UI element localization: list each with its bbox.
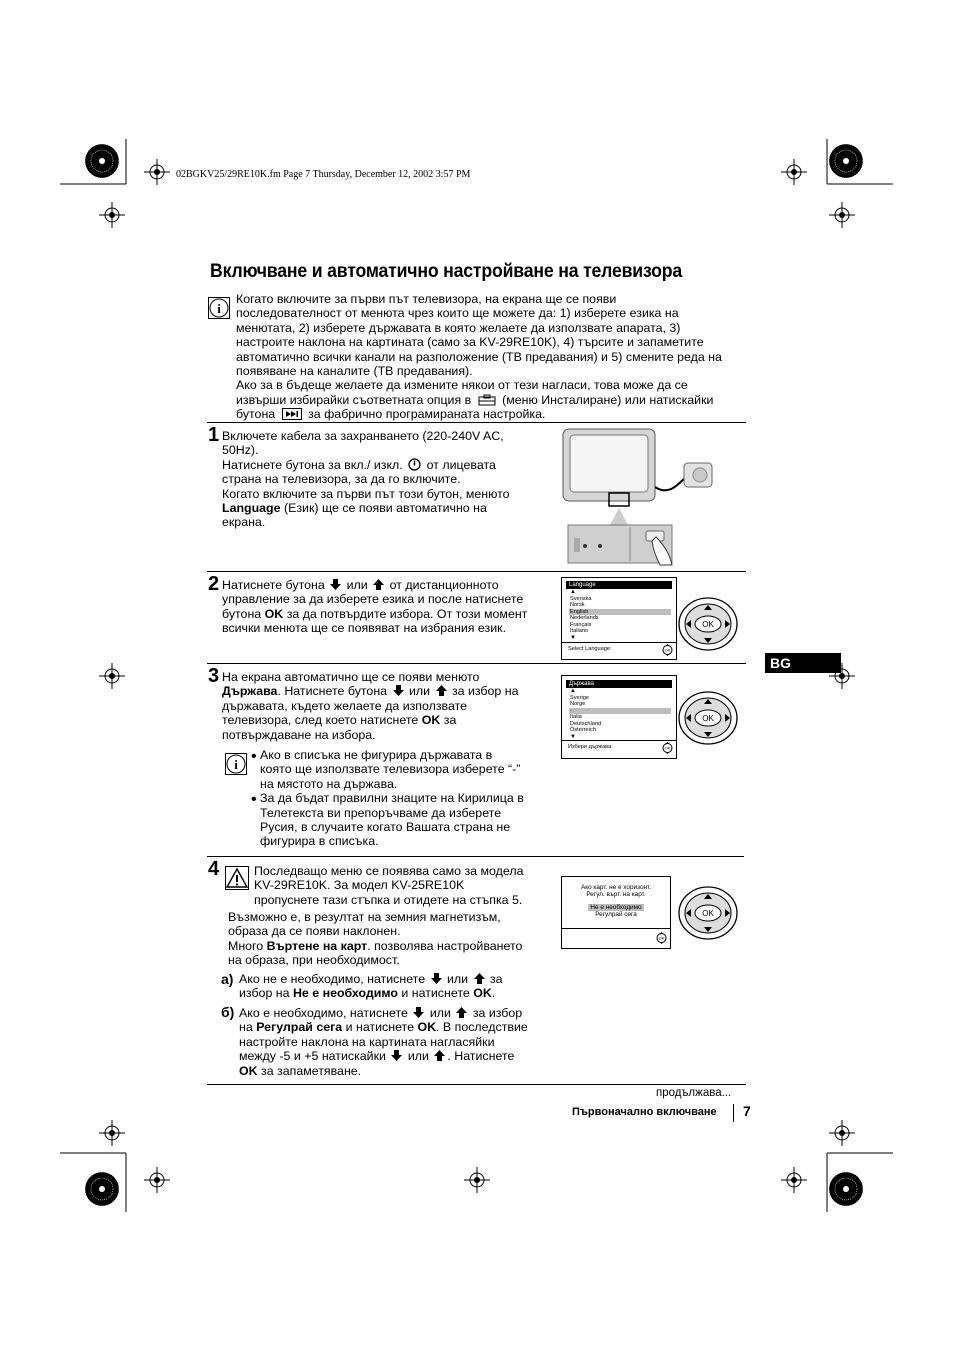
info-icon	[225, 753, 247, 775]
divider	[207, 663, 746, 664]
substep-b-text: Ако е необходимо, натиснете или за избор на Регулрай сега и натиснете OK. В последствие настройте наклона на картината нагласяйки между -5 и +5 натискайки или . Натиснете OK за запаметяване.	[239, 1006, 528, 1078]
menu-item: Österreich	[570, 727, 596, 733]
page-title: Включване и автоматично настройване на телевизора	[210, 261, 682, 282]
file-header: 02BGKV25/29RE10K.fm Page 7 Thursday, December 12, 2002 3:57 PM	[176, 169, 471, 180]
language-list	[562, 596, 676, 635]
svg-text:OK: OK	[702, 909, 714, 918]
tv-illustration	[560, 427, 720, 567]
svg-text:OK: OK	[702, 714, 714, 723]
arrow-down-icon	[393, 685, 404, 696]
substep-a-text: Ако не е необходимо, натиснете или за избор на Не е необходимо и натиснете OK.	[239, 972, 503, 1001]
menu-item: Italiano	[570, 628, 589, 634]
menu-footer: Select Language:	[568, 646, 612, 652]
intro-paragraph: Когато включите за първи път телевизора, на екрана ще се появи последователност от менюта чрез които ще можете да: 1) изберете езика на менютата, 2) изберете държавата в която желаете да използвате апарата, 3) настроите наклона на картината (само за KV-29RE10K), 4) търсите и запаметите автоматично всички канали на разположение (ТВ предавания) и 5) смените реда на появяване на каналите (ТВ предавания). Ако за в бъдеще желаете да измените някои от тези нагласи, това може да се извърши избирайки съответната опция в (меню Инсталиране) или натискайки бутона за фабрично програмираната настройка.	[236, 292, 722, 422]
country-menu-screen: Държава ▲ Sverige Norge - Italia Deutschland Österreich ▼ Избери държава: OK	[561, 675, 677, 759]
svg-text:OK: OK	[664, 745, 671, 751]
arrow-up-icon	[456, 1007, 467, 1018]
arrow-up-icon	[373, 579, 384, 590]
arrow-down-icon	[330, 579, 341, 590]
ok-joystick-icon	[662, 742, 673, 754]
step-3-text: На екрана автоматично ще се появи менюто Държава. Натиснете бутона или за избор на държавата, където желаете да използвате телевизора, след което натиснете OK за потвърждаване на избора.	[222, 670, 519, 742]
svg-text:OK: OK	[664, 647, 671, 653]
language-menu-screen: Language ▲ Svenska Norsk English Nederlands Français Italiano ▼ Select Language: OK	[561, 577, 677, 660]
tilt-menu-screen: Ако карт. не е хоризонт. Регул. върт. на карт. Не е необходимо Регулрай сега OK	[561, 876, 671, 949]
list-item: • Ако в списъка не фигурира държавата в която ще използвате телевизора изберете “-” на мястото на държава.	[251, 748, 546, 791]
step-number: 3	[208, 665, 220, 687]
info-icon	[208, 297, 230, 319]
menu-footer: Избери държава:	[568, 744, 613, 750]
arrow-down-icon	[413, 1007, 424, 1018]
arrow-up-icon	[436, 685, 447, 696]
substep-a-label: a)	[221, 971, 234, 987]
country-list	[562, 695, 676, 734]
remote-control-joystick	[677, 596, 739, 652]
menu-item: Deutschland	[570, 720, 602, 727]
substep-b-label: б)	[221, 1004, 235, 1020]
menu-item: Norsk	[570, 602, 585, 608]
step-4-warning: Последващо меню се появява само за модела KV-29RE10K. За модел KV-25RE10K пропуснете тази стъпка и отидете на стъпка 5.	[254, 864, 524, 907]
footer-separator	[733, 1104, 734, 1122]
menu-item: Регулрай сега	[595, 911, 637, 919]
scroll-down-icon: ▼	[570, 634, 576, 641]
arrow-down-icon	[431, 973, 442, 984]
divider	[207, 1084, 746, 1085]
arrow-up-icon	[474, 973, 485, 984]
step-number: 2	[208, 573, 220, 595]
scroll-down-icon: ▼	[570, 733, 576, 740]
divider	[207, 422, 746, 423]
step-2-text: Натиснете бутона или от дистанционното управление за да изберете езика и после натиснете бутона OK за да потвърдите избора. От този момент всички менюта ще се появяват на избрания език.	[222, 578, 528, 636]
step-number: 1	[208, 424, 220, 446]
menu-item: Italia	[570, 714, 582, 720]
language-badge: BG	[765, 653, 841, 673]
continues-note: продължава...	[656, 1087, 732, 1099]
power-icon	[408, 458, 421, 471]
divider	[207, 856, 744, 857]
menu-item: Svenska	[570, 595, 592, 602]
list-item: • За да бъдат правилни знаците на Кирилица в Телетекста ви препоръчваме да изберете Русия, в случаите когато Вашата страна не фигурира в списъка.	[251, 791, 546, 849]
step-3-notes	[251, 748, 546, 849]
arrow-down-icon	[391, 1050, 402, 1061]
ok-joystick-icon	[656, 932, 667, 944]
svg-text:OK: OK	[658, 935, 665, 941]
step-1-text: Включете кабела за захранването (220-240V AC, 50Hz). Натиснете бутона за вкл./ изкл. от лицевата страна на телевизора, за да го включите. Когато включите за първи път този бутон, менюто Language (Език) ще се появи автоматично на екрана.	[222, 429, 510, 530]
fast-forward-button-icon	[282, 408, 302, 420]
divider	[207, 571, 746, 572]
scroll-up-icon: ▲	[570, 688, 576, 694]
menu-item: Français	[570, 621, 592, 628]
remote-control-joystick	[677, 690, 739, 746]
warning-icon	[225, 866, 249, 890]
svg-text:i: i	[217, 301, 221, 316]
installation-menu-icon	[478, 394, 496, 406]
menu-item: Sverige	[570, 694, 589, 701]
step-4-text: Възможно е, в резултат на земния магнетизъм, образа да се появи наклонен. Много Въртене на карт. позволява настройването на образа, при необходимост.	[228, 910, 523, 968]
menu-item: English	[569, 609, 671, 616]
arrow-up-icon	[434, 1050, 445, 1061]
page-number: 7	[743, 1103, 751, 1119]
remote-control-joystick	[677, 885, 739, 941]
menu-item: -	[569, 708, 671, 715]
ok-joystick-icon	[662, 644, 673, 656]
svg-text:OK: OK	[702, 620, 714, 629]
section-name: Първоначално включване	[572, 1106, 717, 1118]
scroll-up-icon: ▲	[570, 589, 576, 595]
svg-text:i: i	[234, 757, 238, 772]
menu-item: Norge	[570, 701, 586, 707]
menu-item: Nederlands	[570, 615, 599, 621]
menu-item: Не е необходимо	[590, 903, 642, 911]
step-number: 4	[208, 858, 220, 880]
